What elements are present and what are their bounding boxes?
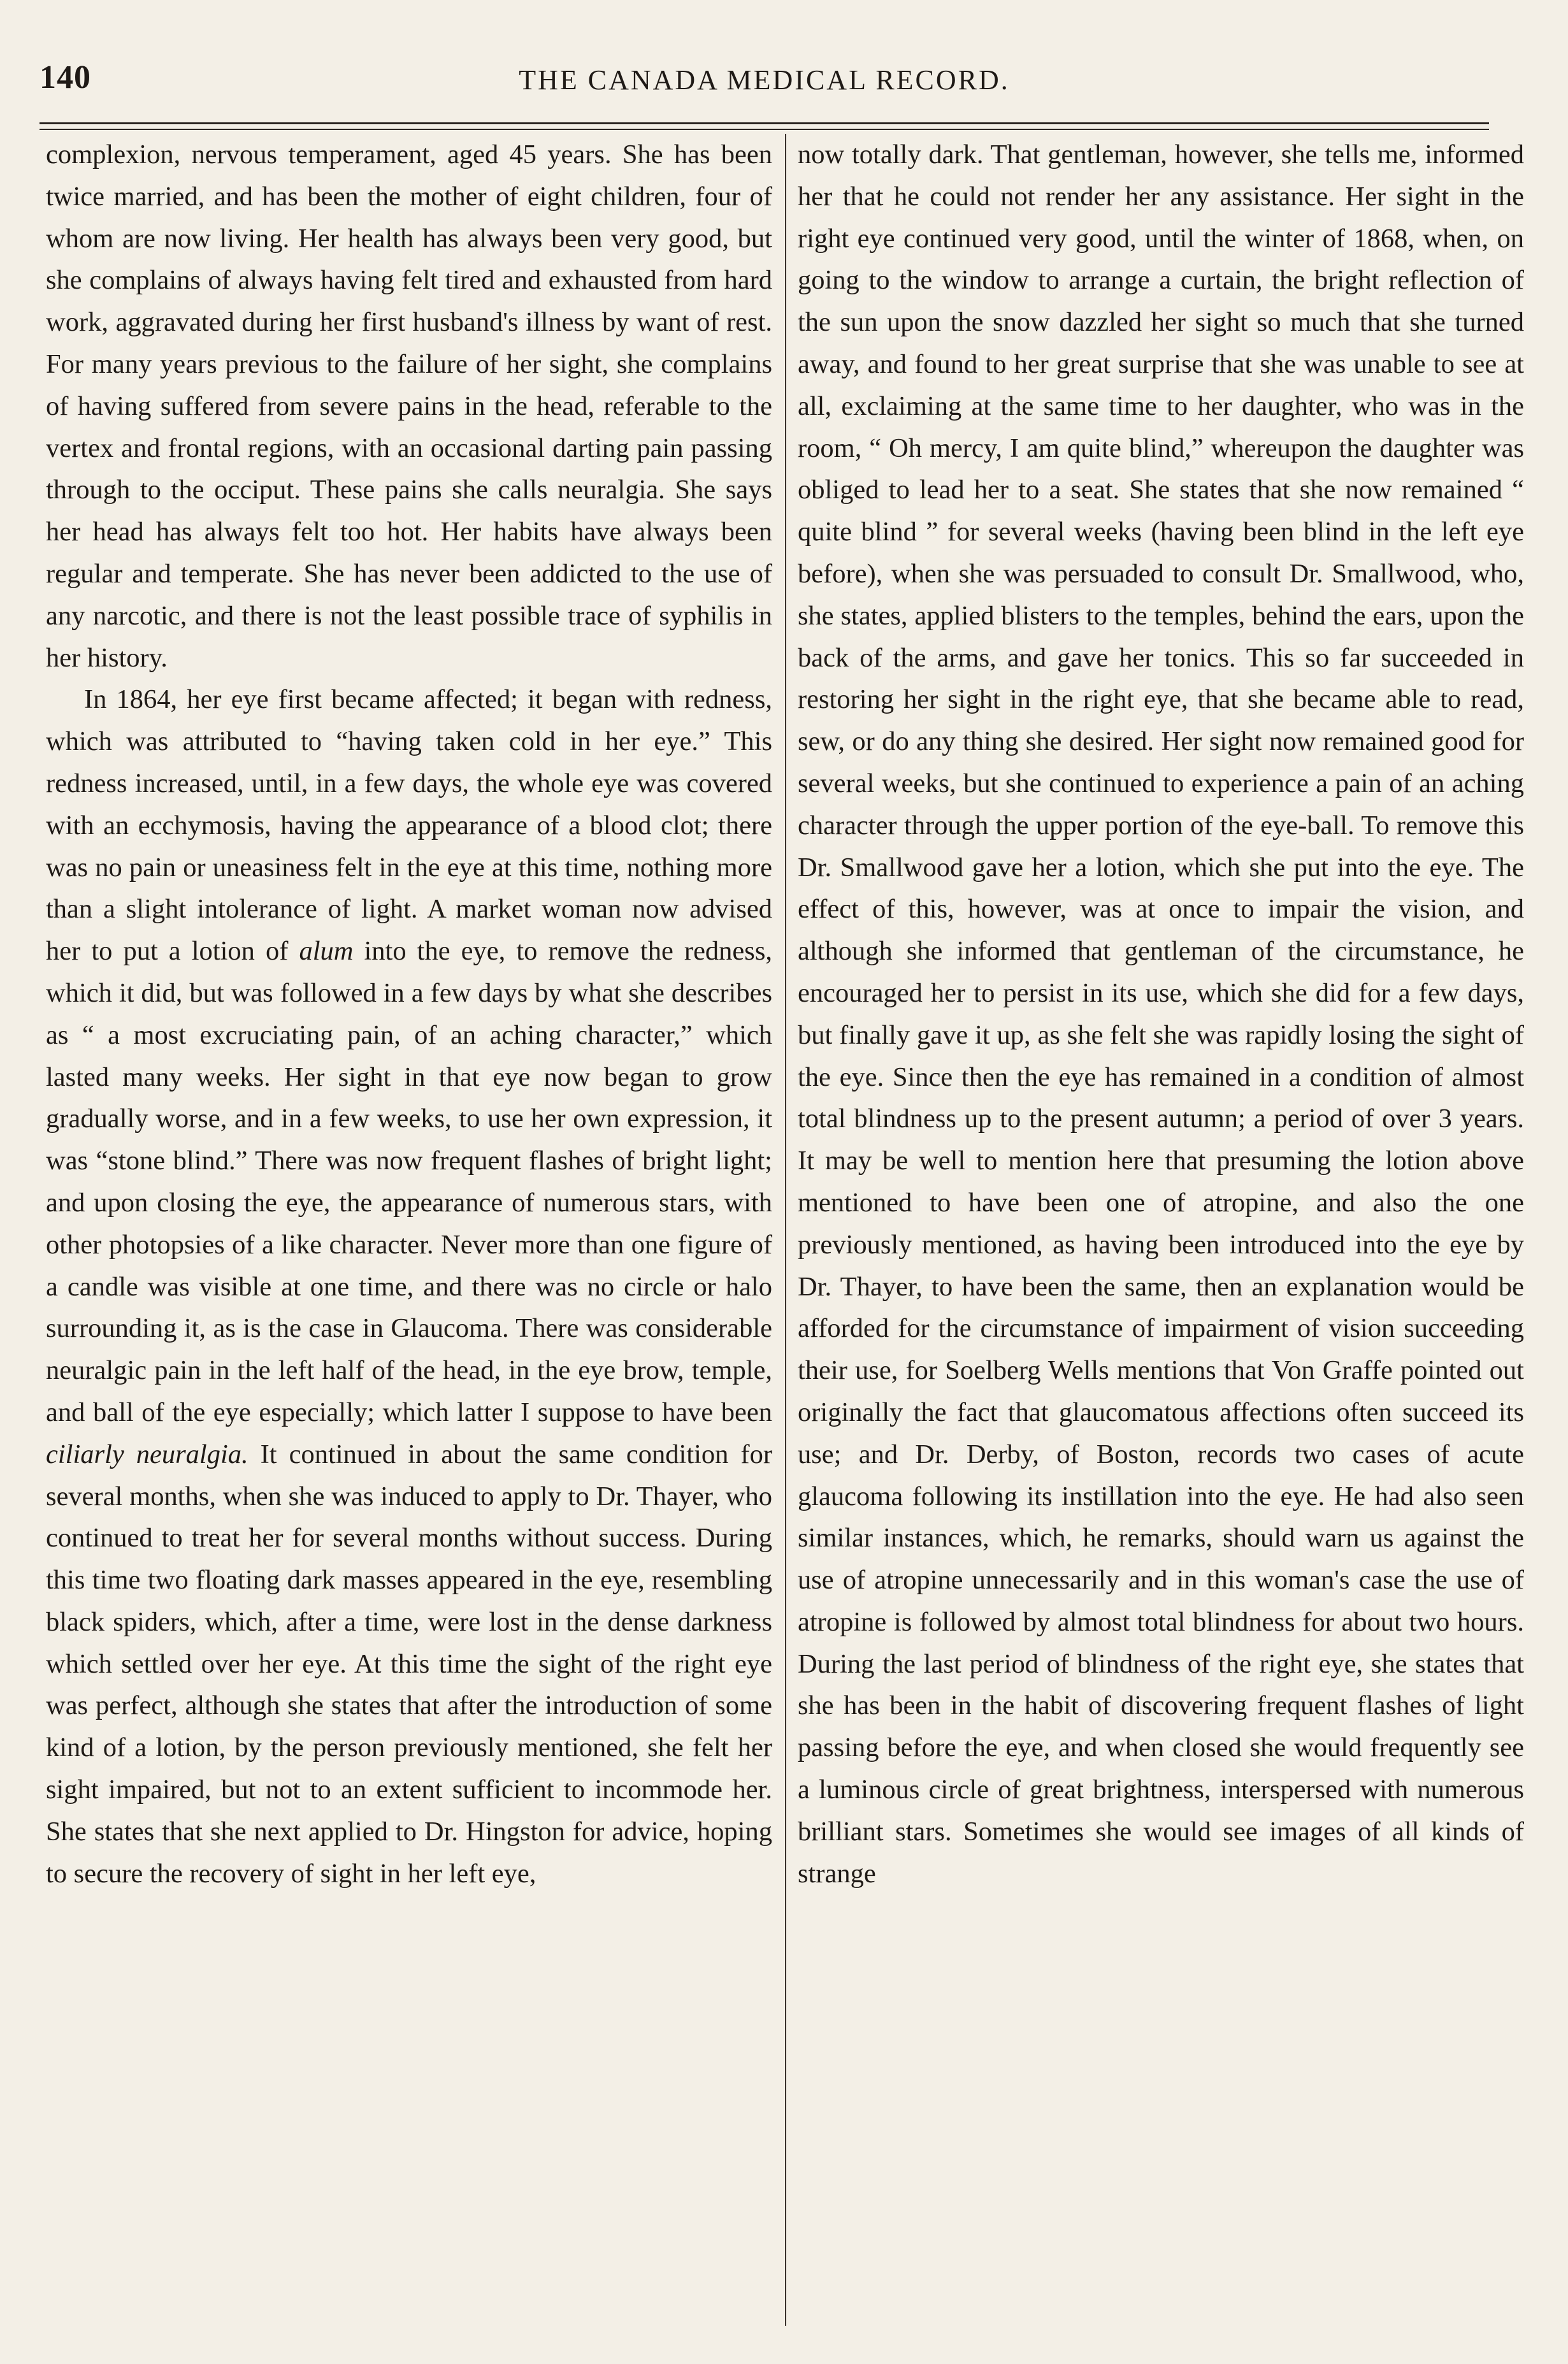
header-rule-thin [40, 129, 1489, 130]
page-header [40, 59, 1489, 116]
italic-term: ciliarly neuralgia. [46, 1439, 248, 1469]
right-column [798, 134, 1524, 1894]
paragraph: now totally dark. That gentleman, however, she tells me, informed her that he could not render her any assistance. Her sight in the right eye continued very good, until the winter of 1868, when, on going to the window to arrange a curtain, the bright reflection of the sun upon the snow dazzled her sight so much that she turned away, and found to her great surprise that she was unable to see at all, exclaiming at the same time to her daughter, who was in the room, “ Oh mercy, I am quite blind,” whereupon the daughter was obliged to lead her to a seat. She states that she now remained “ quite blind ” for several weeks (having been blind in the left eye before), when she was persuaded to consult Dr. Smallwood, who, she states, applied blisters to the temples, behind the ears, upon the back of the arms, and gave her tonics. This so far succeeded in restoring her sight in the right eye, that she became able to read, sew, or do any thing she desired. Her sight now remained good for several weeks, but she continued to experience a pain of an aching character through the upper portion of the eye-ball. To remove this Dr. Smallwood gave her a lotion, which she put into the eye. The effect of this, however, was at once to impair the vision, and although she informed that gentleman of the circumstance, he encouraged her to persist in its use, which she did for a few days, but finally gave it up, as she felt she was rapidly losing the sight of the eye. Since then the eye has remained in a condition of almost total blindness up to the present autumn; a period of over 3 years. It may be well to mention here that presuming the lotion above mentioned to have been one of atropine, and also the one previously mentioned, as having been introduced into the eye by Dr. Thayer, to have been the same, then an explanation would be afforded for the circumstance of impairment of vision succeeding their use, for Soelberg Wells mentions that Von Graffe pointed out originally the fact that glaucomatous affections often succeed its use; and Dr. Derby, of Boston, records two cases of acute glaucoma following its instillation into the eye. He had also seen similar instances, which, he remarks, should warn us against the use of atropine unnecessarily and in this woman's case the use of atropine is followed by almost total blindness for about two hours. During the last period of blindness of the right eye, she states that she has been in the habit of discovering frequent flashes of light passing before the eye, and when closed she would frequently see a luminous circle of great brightness, interspersed with numerous brilliant stars. Sometimes she would see images of all kinds of strange [798, 140, 1524, 1889]
italic-term: alum [299, 936, 354, 967]
left-column [46, 134, 772, 1894]
page-number: 140 [40, 59, 91, 96]
paragraph [46, 679, 772, 1894]
text-run: In 1864, her eye first became affected; it began with redness, which was attributed to “having taken cold in her eye.” This redness increased, until, in a few days, the whole eye was covered with an ecchymosis, having the appearance of a blood clot; there was no pain or uneasiness felt in the eye at this time, nothing more than a slight intolerance of light. A market woman now advised her to put a lotion of [46, 684, 772, 967]
paragraph: complexion, nervous temperament, aged 45 years. She has been twice married, and has been the mother of eight children, four of whom are now living. Her health has always been very good, but she complains of always having felt tired and exhausted from hard work, aggravated during her first husband's illness by want of rest. For many years previous to the failure of her sight, she complains of having suffered from severe pains in the head, referable to the vertex and frontal regions, with an occasional darting pain passing through to the occiput. These pains she calls neuralgia. She says her head has always felt too hot. Her habits have always been regular and temperate. She has never been addicted to the use of any narcotic, and there is not the least possible trace of syphilis in her history. [46, 140, 772, 673]
text-run: into the eye, to remove the redness, which it did, but was followed in a few days by what she describes as “ a most excruciating pain, of an aching character,” which lasted many weeks. Her sight in that eye now began to grow gradually worse, and in a few weeks, to use her own expression, it was “stone blind.” There was now frequent flashes of bright light; and upon closing the eye, the appearance of numerous stars, with other photopsies of a like character. Never more than one figure of a candle was visible at one time, and there was no circle or halo surrounding it, as is the case in Glaucoma. There was considerable neuralgic pain in the left half of the head, in the eye brow, temple, and ball of the eye especially; which latter I suppose to have been [46, 936, 772, 1427]
header-rule [40, 122, 1489, 124]
column-divider [785, 134, 786, 2326]
running-title: THE CANADA MEDICAL RECORD. [519, 64, 1010, 96]
text-run: It continued in about the same condition for several months, when she was induced to apply to Dr. Thayer, who continued to treat her for several months without success. During this time two floating dark masses appeared in the eye, resembling black spiders, which, after a time, were lost in the dense darkness which settled over her eye. At this time the sight of the right eye was perfect, although she states that after the introduction of some kind of a lotion, by the person previously mentioned, she felt her sight impaired, but not to an extent sufficient to incommode her. She states that she next applied to Dr. Hingston for advice, hoping to secure the recovery of sight in her left eye, [46, 1439, 772, 1889]
